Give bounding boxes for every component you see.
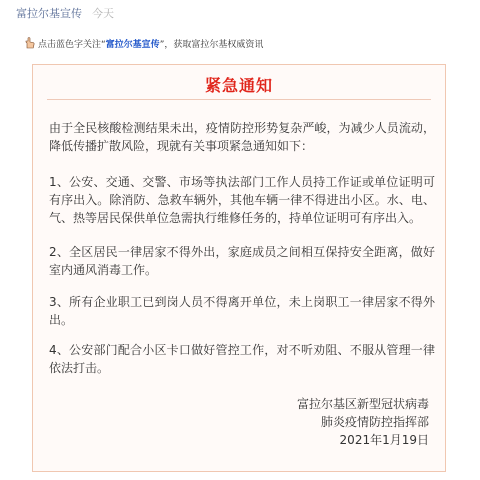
- signature-org-line1: 富拉尔基区新型冠状病毒: [296, 397, 429, 411]
- article-header: [16, 3, 114, 23]
- title-divider: [47, 99, 431, 100]
- follow-hint-prefix: 点击蓝色字关注“: [38, 39, 106, 50]
- notice-item-3: 3、所有企业职工已到岗人员不得离开单位，未上岗职工一律居家不得外出。: [49, 295, 435, 327]
- follow-hint: [24, 34, 263, 52]
- follow-hint-suffix: ”，获取富拉尔基权威资讯: [159, 39, 264, 50]
- post-date: 今天: [92, 7, 114, 20]
- notice-signature: [297, 395, 429, 449]
- follow-account-link[interactable]: 富拉尔基宣传: [105, 39, 160, 50]
- notice-intro: 由于全民核酸检测结果未出，疫情防控形势复杂严峻，为减少人员流动，降低传播扩散风险，现就有关事项紧急通知如下：: [49, 121, 435, 153]
- notice-title: 紧急通知: [204, 76, 273, 95]
- signature-org-line2: 肺炎疫情防控指挥部: [320, 415, 429, 429]
- notice-item-2: 2、全区居民一律居家不得外出，家庭成员之间相互保持安全距离，做好室内通风消毒工作。: [49, 245, 435, 277]
- pointing-finger-icon: [24, 37, 36, 49]
- notice-card: [32, 64, 446, 472]
- signature-date: 2021年1月19日: [339, 433, 429, 447]
- account-name-link[interactable]: 富拉尔基宣传: [16, 7, 82, 20]
- notice-item-1: 1、公安、交通、交警、市场等执法部门工作人员持工作证或单位证明可有序出入。除消防、急救车辆外，其他车辆一律不得进出小区。水、电、气、热等居民保供单位急需执行维修任务的，持单位证明可有序出入。: [49, 175, 435, 225]
- notice-item-4: 4、公安部门配合小区卡口做好管控工作，对不听劝阻、不服从管理一律依法打击。: [49, 343, 435, 375]
